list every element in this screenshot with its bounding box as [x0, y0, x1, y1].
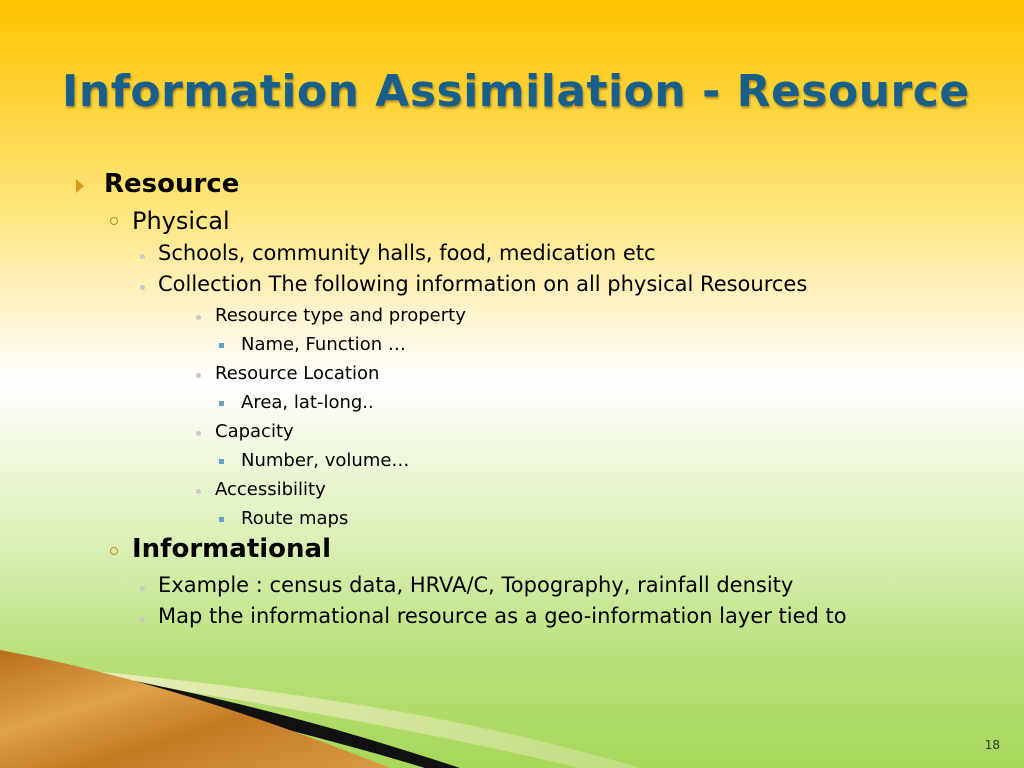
bullet-type-property: Resource type and property — [215, 305, 466, 326]
bullet-name-function: Name, Function … — [241, 334, 406, 355]
bullet-location: Resource Location — [215, 363, 380, 384]
bullet-number-volume: Number, volume… — [241, 450, 410, 471]
bullet-physical-examples: Schools, community halls, food, medication etc — [158, 241, 656, 265]
bullet-accessibility: Accessibility — [215, 479, 326, 500]
bullet-physical: Physical — [132, 207, 230, 235]
bullet-info-example: Example : census data, HRVA/C, Topography, rainfall density — [158, 573, 794, 597]
page-number: 18 — [984, 738, 1000, 752]
bullet-collection: Collection The following information on all physical Resources — [158, 272, 808, 296]
bullet-info-map: Map the informational resource as a geo-information layer tied to — [158, 604, 847, 628]
bullet-resource: Resource — [104, 169, 240, 199]
bullet-capacity: Capacity — [215, 421, 294, 442]
bullet-area: Area, lat-long.. — [241, 392, 374, 413]
slide-title: Information Assimilation - Resource — [62, 66, 970, 117]
bullet-informational: Informational — [132, 534, 331, 564]
bullet-route-maps: Route maps — [241, 508, 349, 529]
